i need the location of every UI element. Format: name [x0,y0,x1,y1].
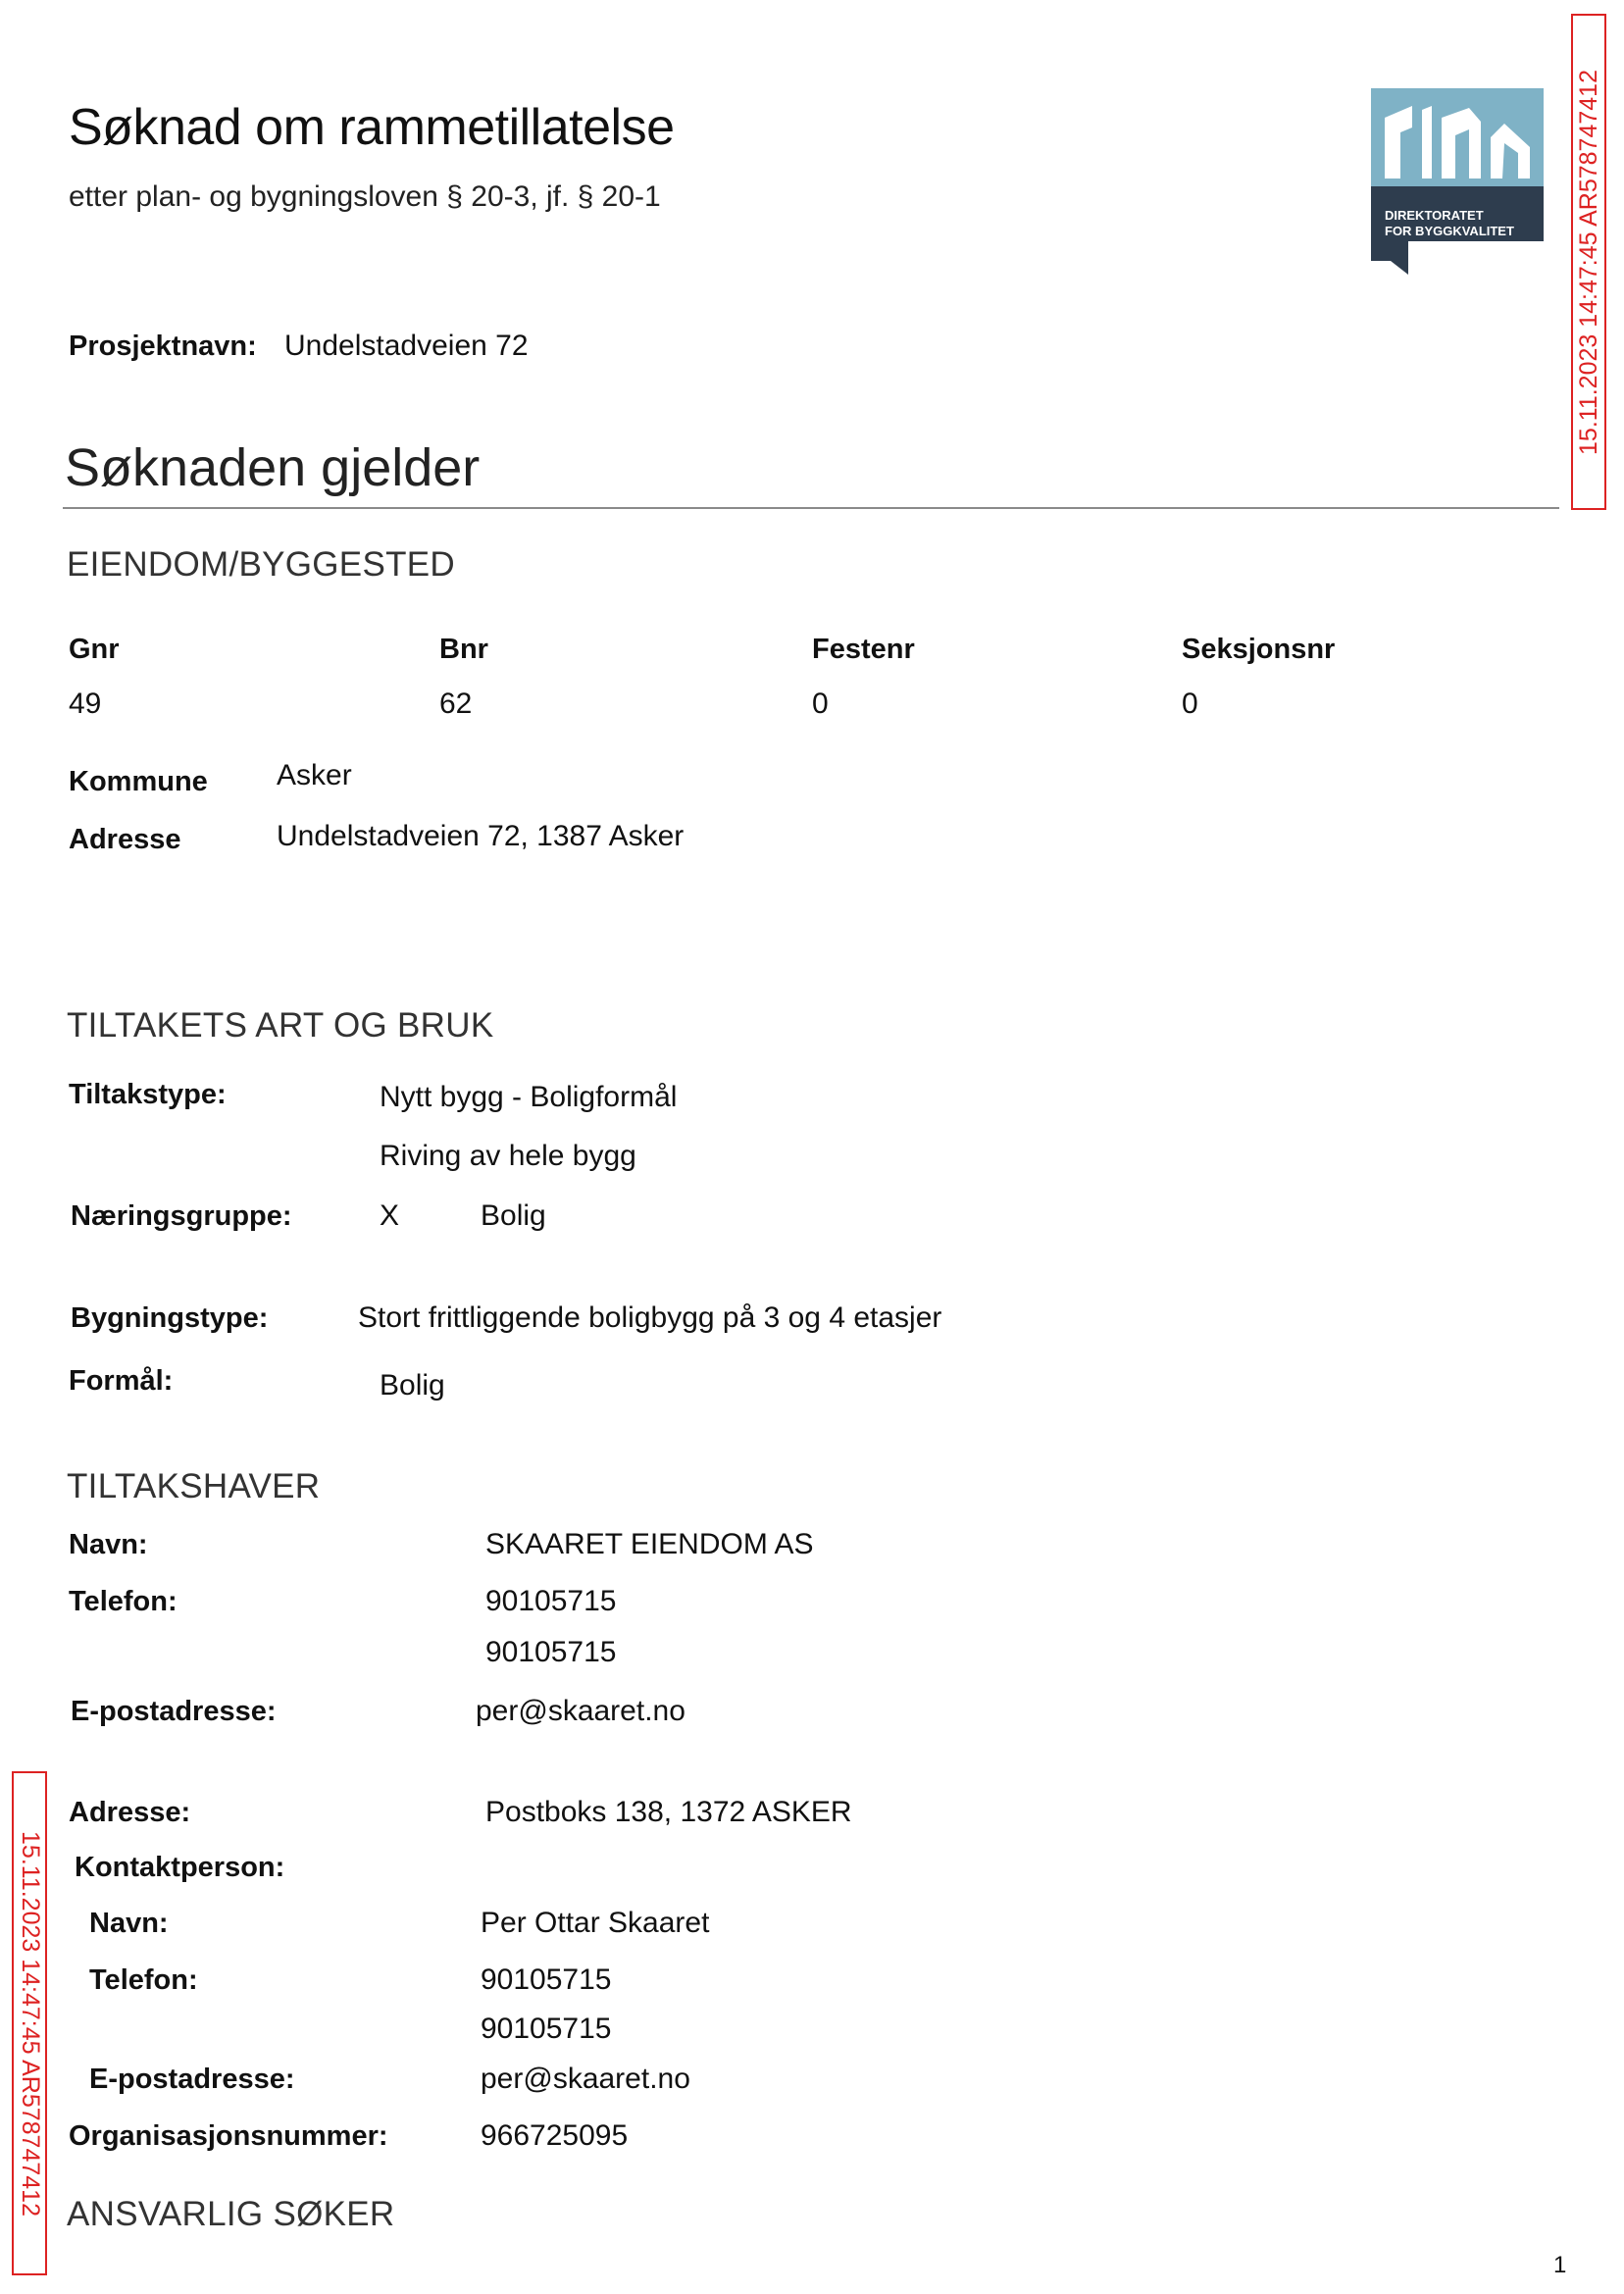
page-number: 1 [1553,2252,1567,2278]
kontakt-epost-label: E-postadresse: [89,2064,295,2095]
kontakt-navn-label: Navn: [89,1908,169,1939]
logo-text-line1: DIREKTORATET [1385,208,1484,223]
tiltakshaver-adresse-value: Postboks 138, 1372 ASKER [485,1796,852,1828]
dibk-logo-graphic [1371,88,1544,275]
seksjonsnr-value: 0 [1182,688,1198,720]
bnr-label: Bnr [439,634,488,665]
kontakt-telefon-2: 90105715 [481,2013,612,2045]
logo-text-line2: FOR BYGGKVALITET [1385,224,1514,238]
section-heading-tiltak: TILTAKETS ART OG BRUK [67,1006,494,1045]
tiltakstype-value-1: Nytt bygg - Boligformål [380,1081,678,1113]
naeringsgruppe-code: X [380,1199,400,1232]
naeringsgruppe-label: Næringsgruppe: [71,1200,292,1232]
tiltakshaver-telefon-1: 90105715 [485,1585,617,1617]
naeringsgruppe-value: Bolig [481,1199,546,1232]
gnr-value: 49 [69,688,102,720]
heading-divider [63,507,1559,509]
adresse-value: Undelstadveien 72, 1387 Asker [277,820,685,852]
section-heading-ansvarlig-soker: ANSVARLIG SØKER [67,2195,395,2233]
seksjonsnr-label: Seksjonsnr [1182,634,1336,665]
bygningstype-value: Stort frittliggende boligbygg på 3 og 4 etasjer [358,1301,942,1334]
tiltakstype-value-2: Riving av hele bygg [380,1140,636,1172]
tiltakshaver-telefon-label: Telefon: [69,1586,178,1617]
section-heading-tiltakshaver: TILTAKSHAVER [67,1467,321,1505]
section-heading-property: EIENDOM/BYGGESTED [67,545,455,584]
logo-text [1385,208,1514,239]
tiltakshaver-epost-value: per@skaaret.no [476,1695,685,1727]
kontakt-navn-value: Per Ottar Skaaret [481,1907,710,1939]
festenr-label: Festenr [812,634,915,665]
orgnr-label: Organisasjonsnummer: [69,2120,388,2152]
formaal-value: Bolig [380,1369,445,1402]
project-label: Prosjektnavn: [69,331,257,362]
kommune-label: Kommune [69,766,208,797]
dibk-logo [1371,88,1544,275]
festenr-value: 0 [812,688,829,720]
project-value: Undelstadveien 72 [284,330,529,362]
bnr-value: 62 [439,688,473,720]
kommune-value: Asker [277,759,352,791]
tiltakshaver-navn-label: Navn: [69,1529,148,1560]
kontaktperson-label: Kontaktperson: [75,1852,285,1883]
stamp-text-bottom-left: 15.11.2023 14:47:45 AR578747412 [16,1830,44,2217]
stamp-text-top-right: 15.11.2023 14:47:45 AR578747412 [1574,69,1602,455]
timestamp-stamp-bottom-left [12,1771,47,2275]
tiltakshaver-epost-label: E-postadresse: [71,1696,277,1727]
kontakt-telefon-1: 90105715 [481,1963,612,1996]
timestamp-stamp-top-right [1571,14,1606,510]
adresse-label: Adresse [69,824,181,855]
kontakt-telefon-label: Telefon: [89,1964,198,1996]
formaal-label: Formål: [69,1365,174,1397]
document-title: Søknad om rammetillatelse [69,99,675,156]
kontakt-epost-value: per@skaaret.no [481,2063,690,2095]
document-subtitle: etter plan- og bygningsloven § 20-3, jf. § 20-1 [69,180,661,213]
tiltakshaver-adresse-label: Adresse: [69,1797,191,1828]
orgnr-value: 966725095 [481,2119,629,2152]
tiltakstype-label: Tiltakstype: [69,1079,227,1110]
tiltakshaver-telefon-2: 90105715 [485,1636,617,1668]
main-heading: Søknaden gjelder [65,438,481,497]
bygningstype-label: Bygningstype: [71,1302,269,1334]
gnr-label: Gnr [69,634,120,665]
tiltakshaver-navn-value: SKAARET EIENDOM AS [485,1528,814,1560]
